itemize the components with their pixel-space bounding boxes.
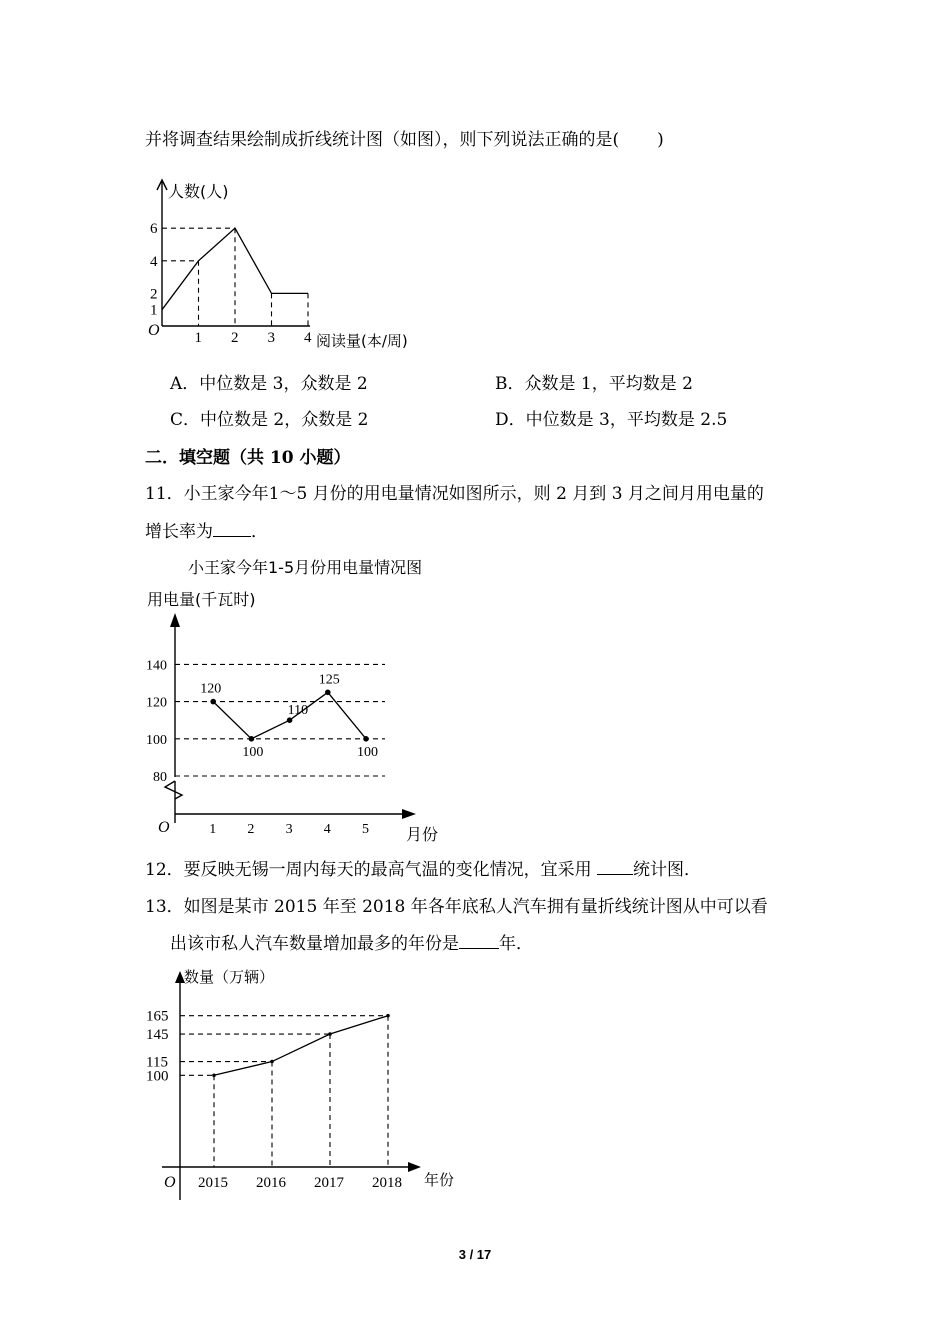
y-tick-label: 120 [146,695,167,711]
q11-suffix: ． [251,522,268,542]
y-tick-label: 80 [153,770,167,785]
x-tick-label: 5 [362,822,369,837]
q12-answer-blank[interactable] [597,858,633,875]
q11-line2 [145,520,268,544]
data-label: 110 [287,703,309,719]
x-axis-label: 年份 [424,1171,455,1189]
option-d[interactable]: D．中位数是 3，平均数是 2.5 [495,410,728,430]
data-label: 100 [242,744,264,760]
q13-line2 [170,932,533,956]
y-axis-label: 用电量(千瓦时) [147,590,256,609]
y-tick-label: 100 [146,1068,169,1085]
x-tick-label: 2015 [198,1175,228,1191]
data-point [249,736,255,742]
data-point [363,736,369,742]
data-point [287,717,293,723]
x-tick-label: 3 [267,330,275,346]
origin-label: O [158,819,170,836]
origin-label: O [164,1174,176,1191]
y-tick-label: 115 [146,1054,168,1071]
x-tick-label: 2017 [314,1175,344,1191]
x-axis-label: 阅读量(本/周) [316,332,408,350]
x-tick-label: 2018 [372,1175,402,1191]
data-point [212,1074,216,1078]
q13-answer-blank[interactable] [459,932,499,949]
x-axis-label: 月份 [406,825,439,844]
chart-electricity [140,555,460,845]
y-axis-label: 数量（万辆） [184,968,275,986]
x-tick-label: 1 [194,330,202,346]
q11-answer-blank[interactable] [213,520,251,537]
data-point [270,1060,274,1064]
q10-paren-close: ) [657,130,664,150]
data-label: 120 [200,681,222,697]
y-tick-label: 100 [146,732,167,748]
x-tick-label: 4 [304,330,312,346]
option-c[interactable]: C．中位数是 2，众数是 2 [170,410,369,430]
origin-label: O [148,322,160,339]
q12-suffix: 统计图． [633,860,702,880]
x-tick-label: 3 [285,822,293,837]
option-a[interactable]: A．中位数是 3，众数是 2 [170,374,368,394]
x-tick-label: 4 [323,822,331,837]
x-tick-label: 1 [209,822,217,837]
page-indicator: 3 / 17 [458,1247,492,1262]
y-axis-label: 人数(人) [168,182,229,201]
q11-line1: 11．小王家今年1～5 月份的用电量情况如图所示，则 2 月到 3 月之间月用电量的 [145,484,764,504]
x-tick-label: 2016 [256,1175,286,1191]
q12-prefix: 12．要反映无锡一周内每天的最高气温的变化情况，宜采用 [145,860,598,880]
q10-stem [145,128,664,152]
chart-reading-volume [140,172,440,362]
q12-line [145,858,701,882]
chart-private-cars [140,965,470,1210]
q10-stem-text: 并将调查结果绘制成折线统计图（如图），则下列说法正确的是( [145,130,620,150]
y-axis-arrow [170,613,180,627]
q13-suffix: 年． [499,934,533,954]
q13-line1: 13．如图是某市 2015 年至 2018 年各年底私人汽车拥有量折线统计图从中可以看 [145,897,768,917]
y-tick-label: 140 [146,658,167,674]
x-tick-label: 2 [247,822,255,837]
data-point [210,699,216,705]
data-label: 125 [318,672,340,688]
x-tick-label: 2 [231,330,239,346]
option-b[interactable]: B．众数是 1，平均数是 2 [495,374,693,394]
y-tick-label: 6 [150,221,158,238]
data-point [325,690,331,696]
x-axis-arrow [408,1162,421,1172]
y-tick-label: 1 [150,302,158,319]
y-tick-label: 2 [150,286,158,303]
chart-title: 小王家今年1-5月份用电量情况图 [188,558,423,577]
series-line [214,1016,388,1076]
y-tick-label: 145 [146,1027,169,1044]
q13-prefix: 出该市私人汽车数量增加最多的年份是 [170,934,459,954]
axis-break [165,781,182,799]
data-point [386,1014,390,1018]
q11-prefix: 增长率为 [145,522,213,542]
data-point [328,1032,332,1036]
y-tick-label: 4 [150,253,158,270]
x-axis-arrow [402,809,416,819]
y-tick-label: 165 [146,1008,169,1025]
data-label: 100 [357,744,378,760]
section-heading: 二．填空题（共 10 小题） [145,448,351,468]
